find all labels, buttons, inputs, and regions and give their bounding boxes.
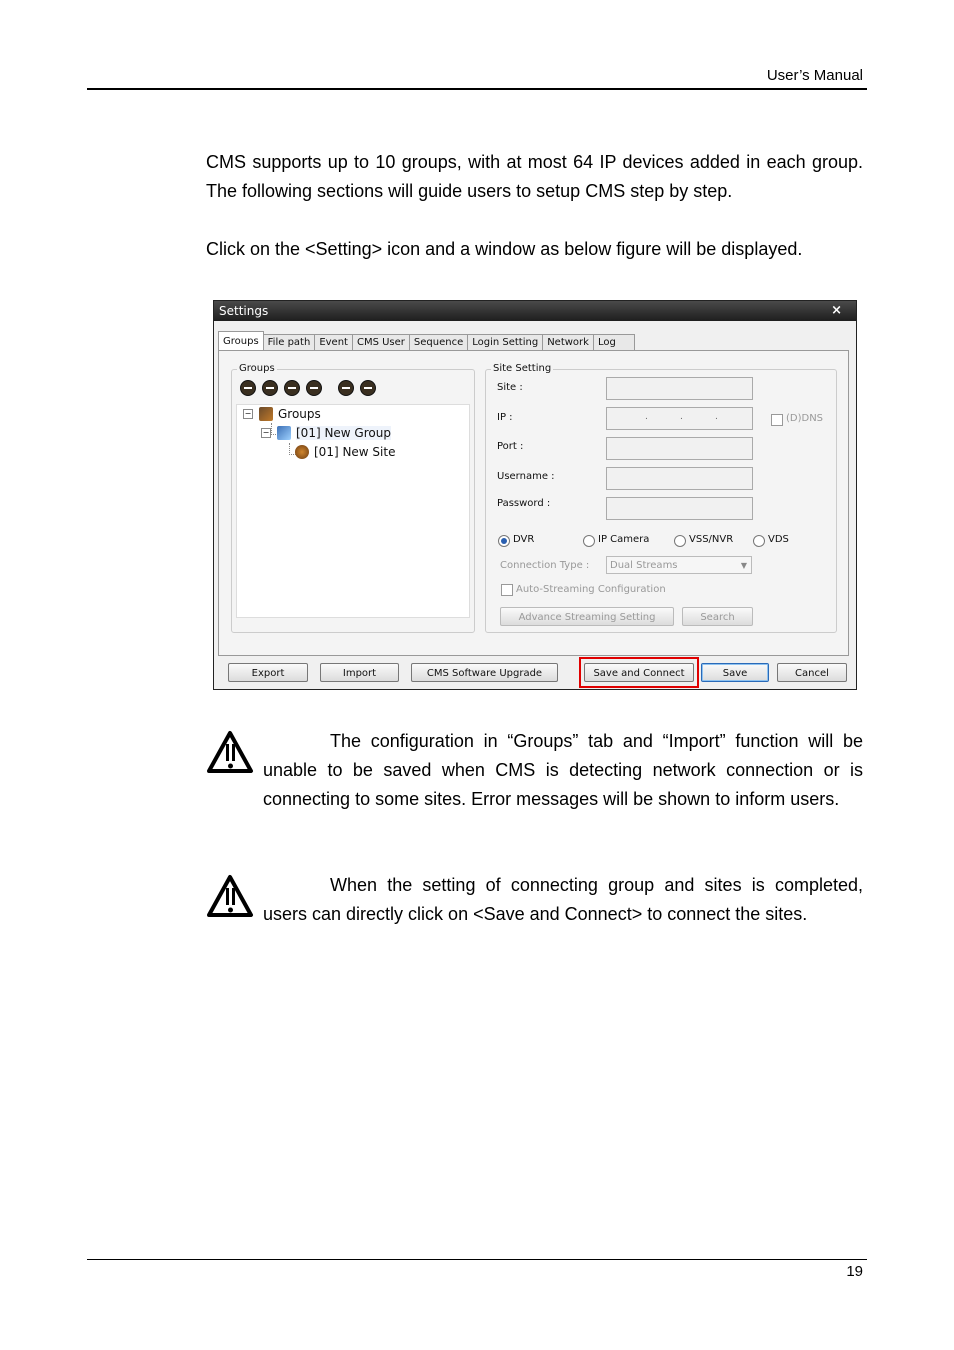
group-icon [277, 426, 291, 440]
dialog-titlebar [214, 301, 856, 321]
password-input[interactable] [606, 497, 753, 520]
collapse-icon[interactable]: − [262, 428, 270, 437]
ip-separator: . [715, 412, 718, 422]
dvr-label: DVR [513, 534, 535, 545]
export-button[interactable]: Export [228, 663, 308, 682]
dialog-title: Settings [219, 304, 269, 318]
cancel-button[interactable]: Cancel [777, 663, 847, 682]
username-label: Username : [497, 471, 555, 482]
chevron-down-icon: ▼ [740, 561, 747, 570]
groups-legend: Groups [239, 363, 275, 374]
vds-label: VDS [768, 534, 789, 545]
ip-camera-label: IP Camera [598, 534, 650, 545]
collapse-icon[interactable]: − [244, 409, 252, 418]
tree-group-label: [01] New Group [296, 426, 391, 440]
ip-camera-radio[interactable] [583, 535, 595, 547]
site-label: Site : [497, 382, 523, 393]
remove-group-icon[interactable] [262, 380, 278, 396]
tab-strip [218, 331, 634, 351]
tab-sequence[interactable]: Sequence [409, 334, 468, 351]
ddns-checkbox[interactable] [771, 414, 783, 426]
site-setting-groupbox [485, 363, 837, 633]
settings-dialog [213, 300, 857, 690]
tree-node-root[interactable] [243, 407, 321, 421]
warning-icon [206, 730, 254, 774]
close-icon[interactable]: × [831, 303, 842, 318]
dvr-radio[interactable] [498, 535, 510, 547]
warning-note-2 [206, 871, 863, 929]
note-text: When the setting of connecting group and sites is completed, users can directly click on <Save and Connect> to connect the sites. [263, 875, 863, 924]
warning-note-1 [206, 727, 863, 814]
tab-file-path[interactable]: File path [263, 334, 316, 351]
tree-node-group[interactable] [261, 426, 391, 440]
tree-node-site[interactable] [295, 445, 395, 459]
remove-site-icon[interactable] [306, 380, 322, 396]
instruction-paragraph: Click on the <Setting> icon and a window as below figure will be displayed. [206, 239, 803, 259]
password-label: Password : [497, 498, 551, 509]
page-number: 19 [846, 1263, 863, 1280]
ip-input[interactable] [606, 407, 753, 430]
groups-groupbox [231, 363, 475, 633]
search-button[interactable]: Search [682, 607, 753, 626]
site-input[interactable] [606, 377, 753, 400]
save-button[interactable]: Save [701, 663, 769, 682]
highlight-box [579, 657, 699, 688]
import-device-icon[interactable] [360, 380, 376, 396]
groups-tree [236, 404, 470, 618]
groups-icon [259, 407, 273, 421]
tab-login-setting[interactable]: Login Setting [467, 334, 543, 351]
username-input[interactable] [606, 467, 753, 490]
vss-nvr-radio[interactable] [674, 535, 686, 547]
save-and-connect-button[interactable]: Save and Connect [584, 663, 694, 682]
port-label: Port : [497, 441, 524, 452]
tab-cms-user[interactable]: CMS User [352, 334, 410, 351]
groups-toolbar [240, 380, 376, 396]
import-button[interactable]: Import [320, 663, 399, 682]
tree-root-label: Groups [278, 407, 321, 421]
ddns-label: (D)DNS [786, 413, 824, 424]
software-upgrade-button[interactable]: CMS Software Upgrade [411, 663, 558, 682]
groups-tab-panel [218, 350, 849, 656]
running-header: User’s Manual [766, 67, 863, 84]
auto-streaming-label: Auto-Streaming Configuration [516, 584, 666, 595]
tab-groups[interactable]: Groups [218, 331, 264, 351]
add-site-icon[interactable] [284, 380, 300, 396]
note-text: The configuration in “Groups” tab and “Import” function will be unable to be saved when CMS is detecting network connection or is connecting to some sites. Error messages will be shown to inform users. [263, 731, 863, 809]
ip-label: IP : [497, 412, 513, 423]
vss-nvr-label: VSS/NVR [689, 534, 734, 545]
connection-type-select[interactable] [606, 556, 752, 574]
header-rule [87, 88, 867, 90]
intro-paragraph: CMS supports up to 10 groups, with at most 64 IP devices added in each group. The following sections will guide users to setup CMS step by step. [206, 152, 863, 201]
tab-network[interactable]: Network [542, 334, 594, 351]
advance-streaming-button[interactable]: Advance Streaming Setting [500, 607, 674, 626]
footer-rule [87, 1259, 867, 1260]
tab-log[interactable]: Log [593, 334, 635, 351]
auto-streaming-checkbox[interactable] [501, 584, 513, 596]
port-input[interactable] [606, 437, 753, 460]
connection-type-label: Connection Type : [500, 560, 590, 571]
tab-event[interactable]: Event [314, 334, 353, 351]
site-setting-legend: Site Setting [493, 363, 552, 374]
add-group-icon[interactable] [240, 380, 256, 396]
warning-icon [206, 874, 254, 918]
vds-radio[interactable] [753, 535, 765, 547]
ip-separator: . [680, 412, 683, 422]
site-icon [295, 445, 309, 459]
connection-type-value: Dual Streams [610, 560, 678, 571]
tree-site-label: [01] New Site [314, 445, 396, 459]
ip-separator: . [645, 412, 648, 422]
search-device-icon[interactable] [338, 380, 354, 396]
